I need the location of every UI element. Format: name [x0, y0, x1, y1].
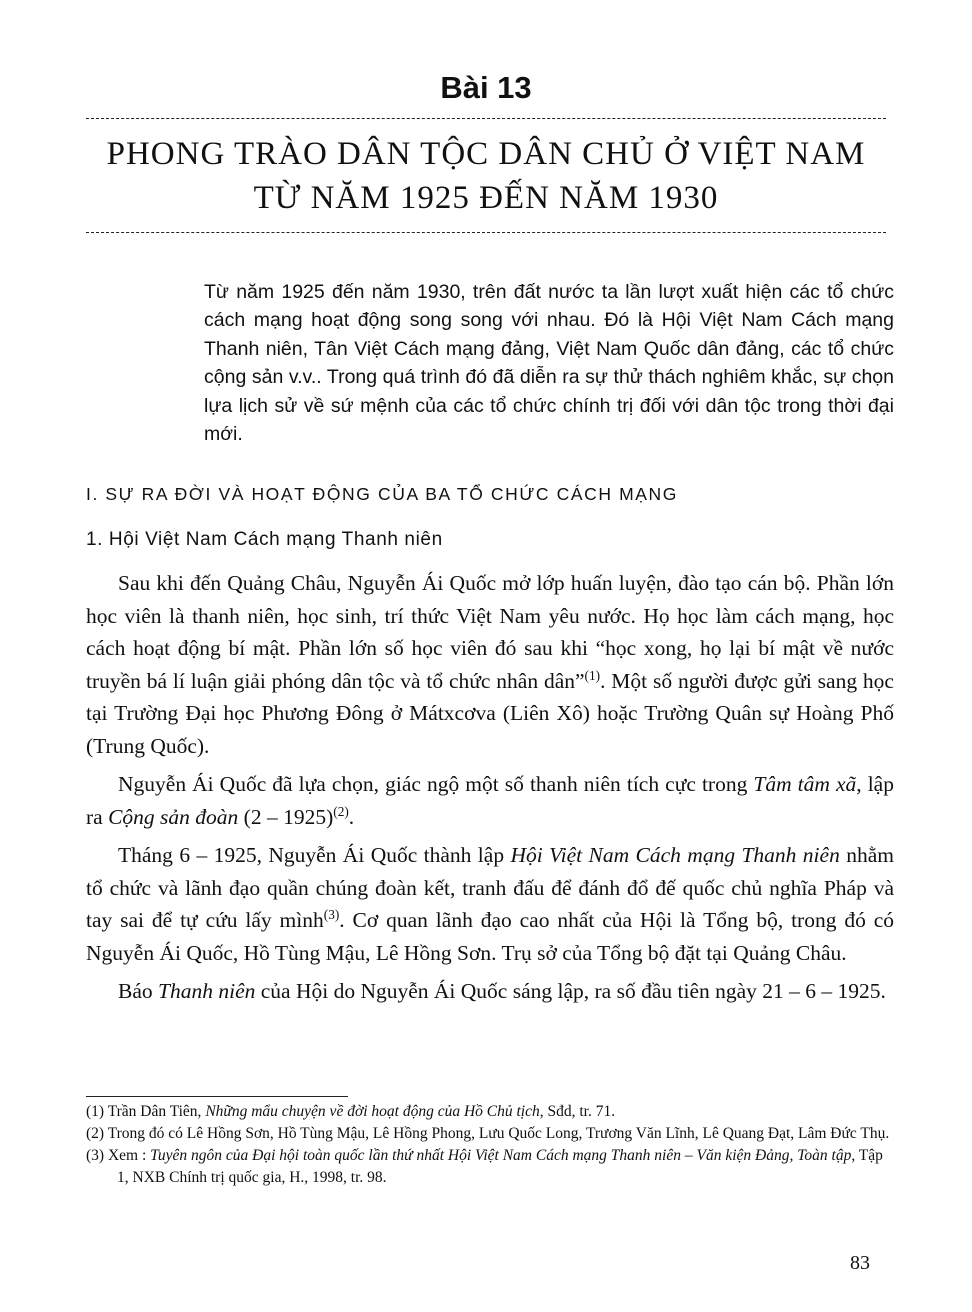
lesson-number: Bài 13 — [440, 70, 532, 105]
paragraph-4-text-b: của Hội do Nguyễn Ái Quốc sáng lập, ra số đầu tiên ngày 21 – 6 – 1925. — [255, 979, 886, 1003]
paragraph-2 — [86, 768, 894, 833]
footnotes — [86, 1101, 896, 1189]
footnote-1 — [86, 1101, 896, 1123]
paragraph-2-text-b: , lập ra — [86, 772, 894, 829]
footnote-1-italic: Những mẩu chuyện về đời hoạt động của Hồ Chủ tịch — [205, 1103, 540, 1120]
paragraph-3-text-c: . Cơ quan lãnh đạo cao nhất của Hội là Tổng bộ, trong đó có Nguyễn Ái Quốc, Hồ Tùng Mậu, Lê Hồng Sơn. Trụ sở của Tổng bộ đặt tại Quảng Châu. — [86, 908, 895, 965]
footnote-divider — [86, 1096, 348, 1097]
paragraph-4 — [86, 975, 894, 1008]
section-heading: I. SỰ RA ĐỜI VÀ HOẠT ĐỘNG CỦA BA TỔ CHỨC CÁCH MẠNG — [86, 484, 678, 504]
paragraph-2-end: . — [348, 804, 355, 829]
footnote-3-text-a: Xem : — [107, 1147, 151, 1164]
footnote-ref-1: (1) — [584, 667, 601, 683]
footnote-ref-3: (3) — [323, 906, 340, 922]
footnote-3-italic: Tuyên ngôn của Đại hội toàn quốc lần thứ nhất Hội Việt Nam Cách mạng Thanh niên – Văn kiện Đảng, Toàn tập — [150, 1147, 852, 1164]
footnote-3-mark: (3) — [86, 1147, 105, 1164]
lesson-title-line-1: PHONG TRÀO DÂN TỘC DÂN CHỦ Ở VIỆT NAM — [106, 136, 866, 172]
footnote-3 — [86, 1145, 896, 1189]
page-number: 83 — [850, 1252, 870, 1274]
title-rule-bottom — [86, 232, 886, 233]
paragraph-1 — [86, 567, 894, 762]
footnote-2-text: Trong đó có Lê Hồng Sơn, Hồ Tùng Mậu, Lê Hồng Phong, Lưu Quốc Long, Trương Văn Lĩnh, Lê Quang Đạt, Lâm Đức Thụ. — [107, 1125, 890, 1142]
lesson-intro: Từ năm 1925 đến năm 1930, trên đất nước ta lần lượt xuất hiện các tổ chức cách mạng hoạt động song song với nhau. Đó là Hội Việt Nam Cách mạng Thanh niên, Tân Việt Cách mạng đảng, Việt Nam Quốc dân đảng, các tổ chức cộng sản v.v.. Trong quá trình đó đã diễn ra sự thử thách nghiêm khắc, sự chọn lựa lịch sử về sứ mệnh của các tổ chức chính trị đối với dân tộc trong thời đại mới. — [204, 281, 894, 446]
lesson-title-line-2: TỪ NĂM 1925 ĐẾN NĂM 1930 — [253, 180, 719, 216]
subsection-heading: 1. Hội Việt Nam Cách mạng Thanh niên — [86, 529, 443, 550]
paragraph-2-italic-2: Cộng sản đoàn — [108, 804, 239, 829]
footnote-1-text-a: Trần Dân Tiên, — [107, 1103, 206, 1120]
footnote-1-mark: (1) — [86, 1103, 105, 1120]
paragraph-2-italic-1: Tâm tâm xã — [753, 772, 857, 796]
footnote-2 — [86, 1123, 896, 1145]
body-text — [86, 567, 894, 1014]
footnote-ref-2: (2) — [333, 803, 349, 819]
paragraph-3-italic-1: Hội Việt Nam Cách mạng Thanh niên — [510, 843, 840, 867]
paragraph-2-text-c: (2 – 1925) — [238, 804, 334, 829]
footnote-2-mark: (2) — [86, 1125, 105, 1142]
title-rule-top — [86, 118, 886, 119]
paragraph-3 — [86, 839, 894, 969]
footnote-1-text-b: , Sđd, tr. 71. — [539, 1103, 616, 1120]
paragraph-4-italic-1: Thanh niên — [158, 979, 256, 1003]
paragraph-2-text-a: Nguyễn Ái Quốc đã lựa chọn, giác ngộ một số thanh niên tích cực trong — [118, 772, 754, 796]
paragraph-4-text-a: Báo — [118, 979, 159, 1003]
paragraph-1-text: Sau khi đến Quảng Châu, Nguyễn Ái Quốc mở lớp huấn luyện, đào tạo cán bộ. Phần lớn học viên là thanh niên, học sinh, trí thức Việt Nam yêu nước. Họ học làm cách mạng, học cách hoạt động bí mật. Phần lớn số học viên đó sau khi “học xong, họ lại bí mật về nước truyền bá lí luận giải phóng dân tộc và tổ chức nhân dân” — [86, 571, 894, 693]
footnote-3-text-b: , Tập 1, NXB Chính trị quốc gia, H., 1998, tr. 98. — [117, 1147, 883, 1186]
paragraph-1-end: . Một số người được gửi sang học tại Trường Đại học Phương Đông ở Mátxcơva (Liên Xô) hoặc Trường Quân sự Hoàng Phố (Trung Quốc). — [86, 668, 894, 758]
paragraph-3-text-b: nhằm tổ chức và lãnh đạo quần chúng đoàn kết, tranh đấu để đánh đổ đế quốc chủ nghĩa Pháp và tay sai để tự cứu lấy mình — [86, 843, 894, 932]
paragraph-3-text-a: Tháng 6 – 1925, Nguyễn Ái Quốc thành lập — [118, 843, 511, 867]
